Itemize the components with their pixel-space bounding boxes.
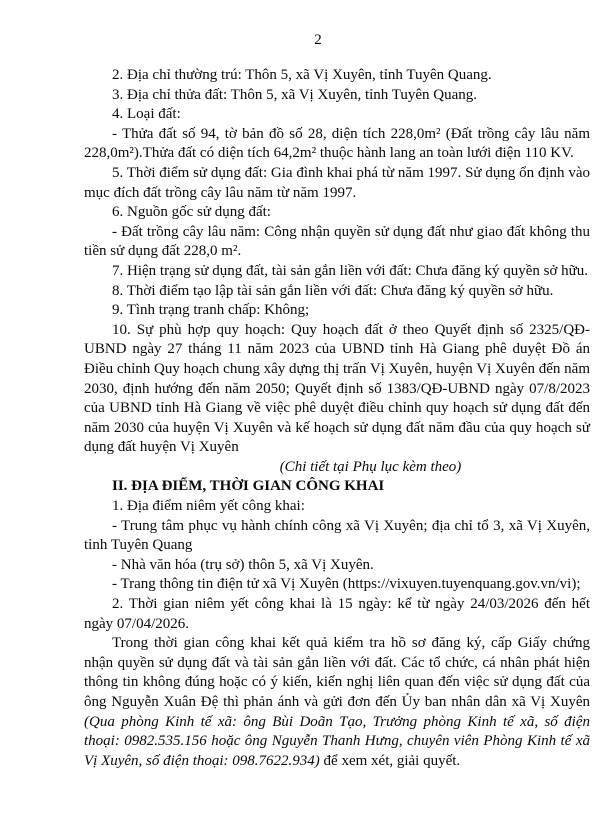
para-posting-locations-heading: 1. Địa điểm niêm yết công khai: bbox=[112, 498, 305, 515]
feedback-text-tail: để xem xét, giải quyết. bbox=[319, 752, 461, 769]
para-feedback-instructions bbox=[84, 634, 590, 771]
para-dispute-status: 9. Tình trạng tranh chấp: Không; bbox=[112, 302, 310, 319]
document-body bbox=[84, 66, 590, 771]
para-land-use-time: 5. Thời điểm sử dụng đất: Gia đình khai phá từ năm 1997. Sử dụng ổn định vào mục đích đất trồng cây lâu năm từ năm 1997. bbox=[84, 164, 590, 201]
heading-section-2: II. ĐỊA ĐIỂM, THỜI GIAN CÔNG KHAI bbox=[112, 478, 385, 495]
para-residence-address: 2. Địa chỉ thường trú: Thôn 5, xã Vị Xuyên, tỉnh Tuyên Quang. bbox=[112, 67, 492, 83]
para-parcel-address: 3. Địa chỉ thửa đất: Thôn 5, xã Vị Xuyên, tỉnh Tuyên Quang. bbox=[112, 86, 478, 103]
para-appendix-note: (Chi tiết tại Phụ lục kèm theo) bbox=[279, 458, 462, 475]
feedback-text-lead: Trong thời gian công khai kết quả kiểm tra hồ sơ đăng ký, cấp Giấy chứng nhận quyền sử dụng đất và tài sản gắn liền với đất. Các tổ chức, cá nhân phát hiện thông tin không đúng hoặc có ý kiến, kiến nghị liên quan đến việc sử dụng đất của ông Nguyễn Xuân Đệ thì phản ánh và gửi đơn đến Ủy ban nhân dân xã Vị Xuyên bbox=[84, 635, 590, 710]
para-location-culture-house: - Nhà văn hóa (trụ sở) thôn 5, xã Vị Xuyên. bbox=[112, 556, 374, 573]
para-asset-creation-time: 8. Thời điểm tạo lập tài sản gắn liền với đất: Chưa đăng ký quyền sở hữu. bbox=[112, 282, 554, 299]
para-land-type-heading: 4. Loại đất: bbox=[112, 106, 181, 123]
para-planning-conformity: 10. Sự phù hợp quy hoạch: Quy hoạch đất ở theo Quyết định số 2325/QĐ-UBND ngày 27 tháng 11 năm 2023 của UBND tỉnh Hà Giang phê duyệt Đồ án Điều chỉnh Quy hoạch chung xây dựng thị trấn Vị Xuyên, huyện Vị Xuyên đến năm 2030, định hướng đến năm 2050; Quyết định số 1383/QĐ-UBND ngày 07/8/2023 của UBND tỉnh Hà Giang về việc phê duyệt điều chỉnh quy hoạch sử dụng đất đến năm 2030 của huyện Vị Xuyên và kế hoạch sử dụng đất năm đầu của quy hoạch sử dụng đất huyện Vị Xuyên bbox=[84, 321, 590, 456]
page-number: 2 bbox=[314, 32, 322, 48]
para-posting-duration: 2. Thời gian niêm yết công khai là 15 ngày: kể từ ngày 24/03/2026 đến hết ngày 07/04/2026. bbox=[84, 596, 590, 632]
para-land-origin-detail: - Đất trồng cây lâu năm: Công nhận quyền sử dụng đất như giao đất không thu tiền sử dụng đất 228,0 m². bbox=[84, 223, 590, 260]
feedback-contact-italic: (Qua phòng Kinh tế xã: ông Bùi Doãn Tạo, Trưởng phòng Kinh tế xã, số điện thoại: 0982.535.156 hoặc ông Nguyễn Thanh Hưng, chuyên viên Phòng Kinh tế xã Vị Xuyên, số điện thoại: 098.7622.934) bbox=[84, 713, 590, 769]
para-parcel-details: - Thửa đất số 94, tờ bản đồ số 28, diện tích 228,0m² (Đất trồng cây lâu năm 228,0m²).Thửa đất có diện tích 64,2m² thuộc hành lang an toàn lưới điện 110 KV. bbox=[84, 125, 590, 162]
para-land-origin-heading: 6. Nguồn gốc sử dụng đất: bbox=[112, 204, 271, 221]
para-location-website: - Trang thông tin điện tử xã Vị Xuyên (https://vixuyen.tuyenquang.gov.vn/vi); bbox=[112, 576, 581, 593]
para-location-admin-center: - Trung tâm phục vụ hành chính công xã Vị Xuyên; địa chỉ tổ 3, xã Vị Xuyên, tỉnh Tuyên Quang bbox=[84, 517, 590, 554]
para-land-current-status: 7. Hiện trạng sử dụng đất, tài sản gắn liền với đất: Chưa đăng ký quyền sở hữu. bbox=[112, 262, 589, 279]
